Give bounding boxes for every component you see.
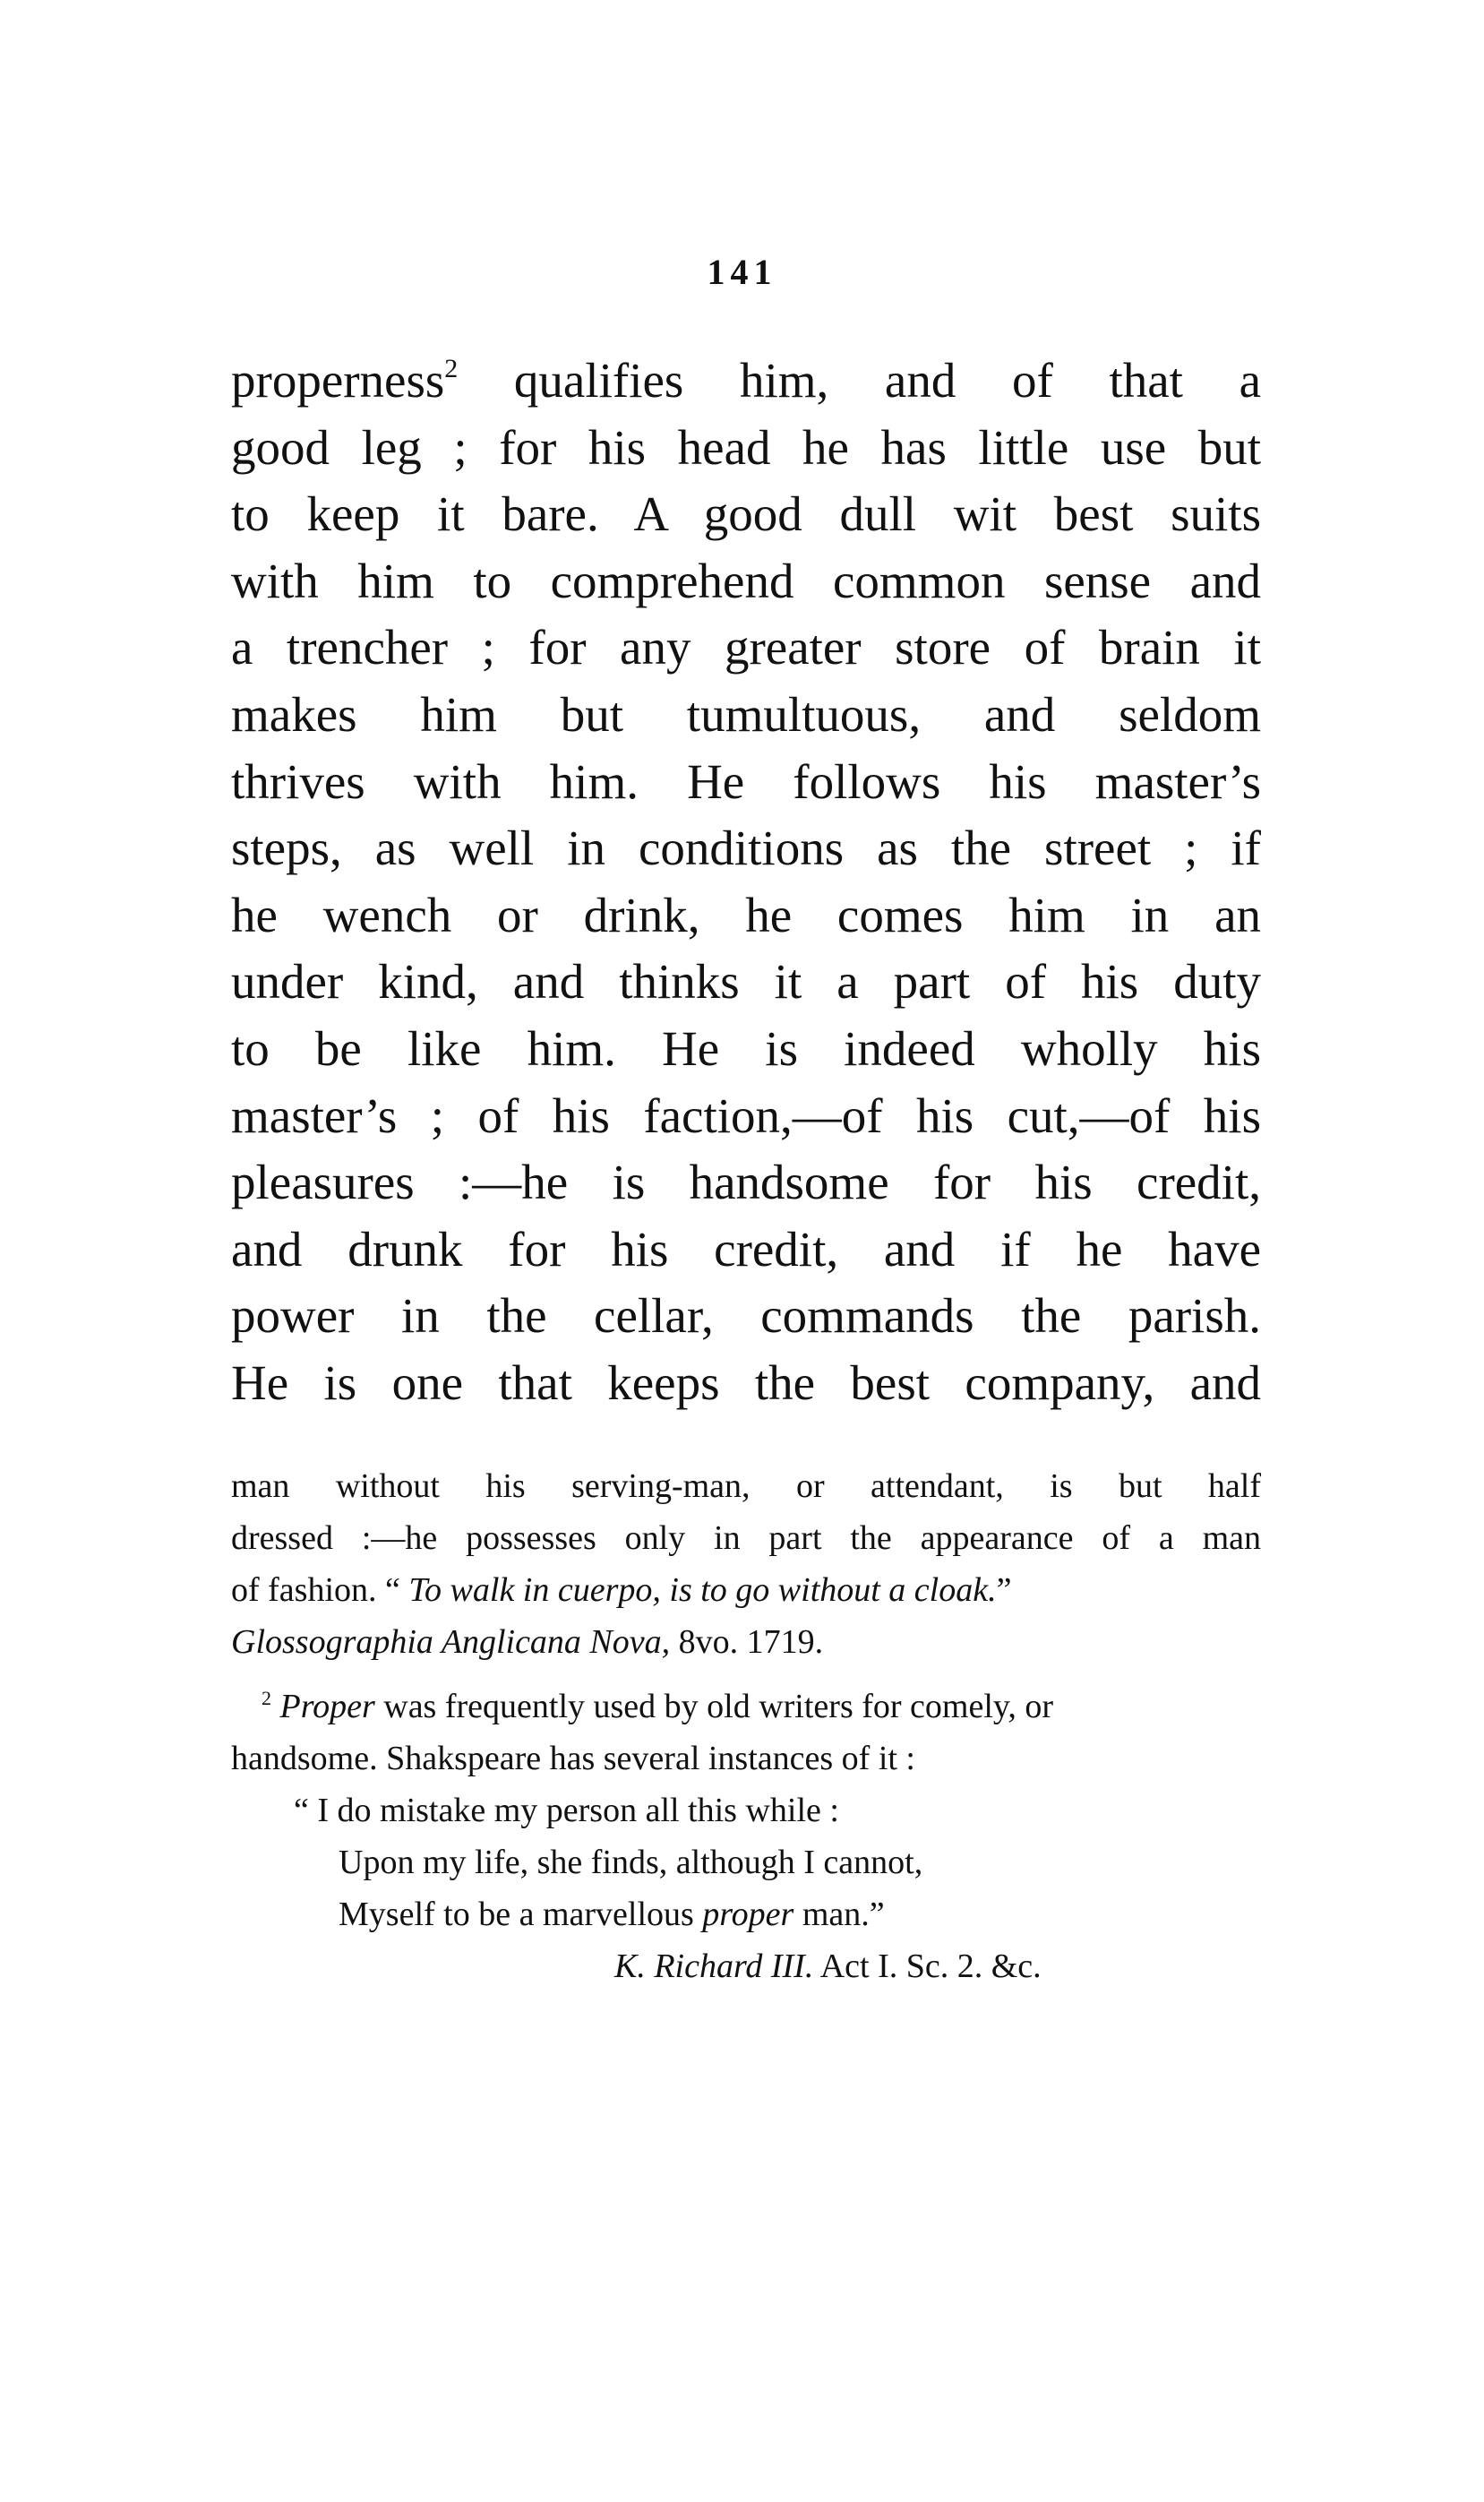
text-line: He is one that keeps the best company, and [231,1354,1261,1410]
text-fragment: 8vo. 1719. [670,1623,824,1661]
verse-line [231,1888,1261,1940]
text-line: under kind, and thinks it a part of his duty [231,954,1261,1010]
text-fragment: qualifies him, and of that a [458,353,1261,408]
text-line: with him to comprehend common sense and [231,553,1261,608]
text-line: power in the cellar, commands the parish. [231,1288,1261,1344]
footnote-line: dressed :—he possesses only in part the appearance of a man [231,1519,1261,1557]
text-line: a trencher ; for any greater store of brain it [231,620,1261,675]
footnotes [231,1460,1261,1992]
text-line: makes him but tumultuous, and seldom [231,686,1261,742]
citation-title: K. Richard III. [614,1947,814,1985]
text-fragment: of fashion. “ [231,1571,409,1609]
text-fragment: properness [231,353,445,408]
footnote-2 [231,1681,1261,1992]
text-fragment: Myself to be a marvellous [339,1896,703,1933]
text-line: pleasures :—he is handsome for his credit, [231,1155,1261,1210]
footnote-line [231,1616,1261,1668]
source-title: Glossographia Anglicana Nova, [231,1623,671,1661]
verse-line: Upon my life, she finds, although I cannot, [339,1844,923,1881]
footnote-marker: 2 [262,1687,271,1709]
quote-italic: To walk in cuerpo, is to go without a cloak. [408,1571,997,1609]
text-fragment: man.” [793,1896,885,1933]
footnote-line: man without his serving-man, or attendant, is but half [231,1467,1261,1505]
text-fragment: was frequently used by old writers for comely, or [374,1688,1054,1725]
text-line: master’s ; of his faction,—of his cut,—of his [231,1088,1261,1143]
text-line: and drunk for his credit, and if he have [231,1221,1261,1277]
text-line: good leg ; for his head he has little use but [231,419,1261,475]
citation [231,1940,1261,1992]
footnote-1 [231,1460,1261,1668]
text-line: to be like him. He is indeed wholly his [231,1020,1261,1076]
page-number: 141 [707,252,777,292]
footnote-line: handsome. Shakspeare has several instances of it : [231,1740,915,1777]
text-line [231,348,1261,415]
term-italic: proper [702,1896,794,1933]
footnote-line [231,1681,1261,1732]
term-italic: Proper [279,1688,375,1725]
verse-line: “ I do mistake my person all this while : [294,1792,839,1829]
footnote-line [231,1564,1261,1616]
text-line: steps, as well in conditions as the street ; if [231,821,1261,876]
text-line: to keep it bare. A good dull wit best suits [231,486,1261,542]
footnote-ref: 2 [444,354,459,383]
main-text [231,348,1261,1417]
text-line: he wench or drink, he comes him in an [231,887,1261,942]
citation-ref: Act I. Sc. 2. &c. [813,1947,1042,1985]
text-fragment: ” [996,1571,1012,1609]
text-line: thrives with him. He follows his master’s [231,753,1261,809]
